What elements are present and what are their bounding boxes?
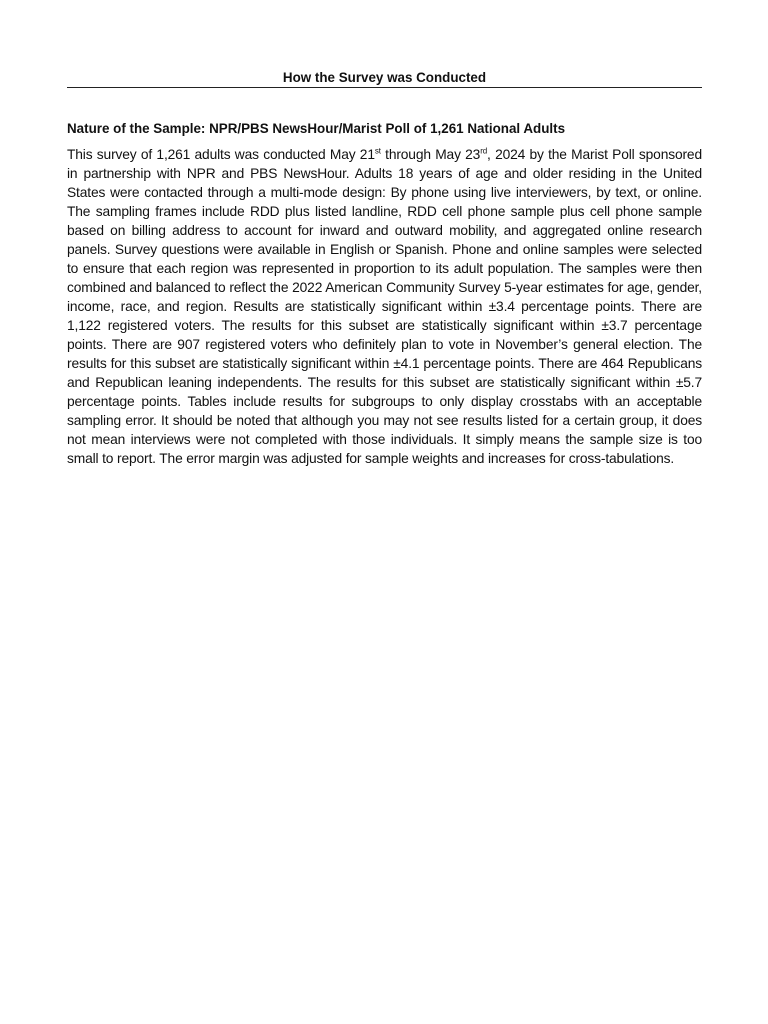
paragraph-text-part-3: , 2024 by the Marist Poll sponsored in partnership with NPR and PBS NewsHour. Adults 18 years of age and older residing in the United States were contacted through a multi-mode design: By phone using live interviewers, by text, or online. The sampling frames include RDD plus listed landline, RDD cell phone sample plus cell phone sample based on billing address to account for inward and outward mobility, and aggregated online research panels. Survey questions were available in English or Spanish. Phone and online samples were selected to ensure that each region was represented in proportion to its adult population. The samples were then combined and balanced to reflect the 2022 American Community Survey 5-year estimates for age, gender, income, race, and region. Results are statistically significant within ±3.4 percentage points. There are 1,122 registered voters. The results for this subset are statistically significant within ±3.7 percentage points. There are 907 registered voters who definitely plan to vote in November’s general election. The results for this subset are statistically significant within ±4.1 percentage points. There are 464 Republicans and Republican leaning independents. The results for this subset are statistically significant within ±5.7 percentage points. Tables include results for subgroups to only display crosstabs with an acceptable sampling error. It should be noted that although you may not see results listed for a certain group, it does not mean interviews were not completed with those individuals. It simply means the sample size is too small to report. The error margin was adjusted for sample weights and increases for cross-tabulations.	[67, 147, 702, 466]
title-divider	[67, 87, 702, 88]
paragraph-text-part-2: through May 23	[380, 147, 481, 162]
ordinal-suffix-st: st	[374, 146, 381, 156]
section-heading: Nature of the Sample: NPR/PBS NewsHour/Marist Poll of 1,261 National Adults	[67, 121, 566, 136]
methodology-paragraph	[67, 145, 702, 468]
page-title: How the Survey was Conducted	[282, 70, 487, 85]
paragraph-text-part-1: This survey of 1,261 adults was conducted May 21	[67, 147, 375, 162]
ordinal-suffix-rd: rd	[480, 146, 488, 156]
